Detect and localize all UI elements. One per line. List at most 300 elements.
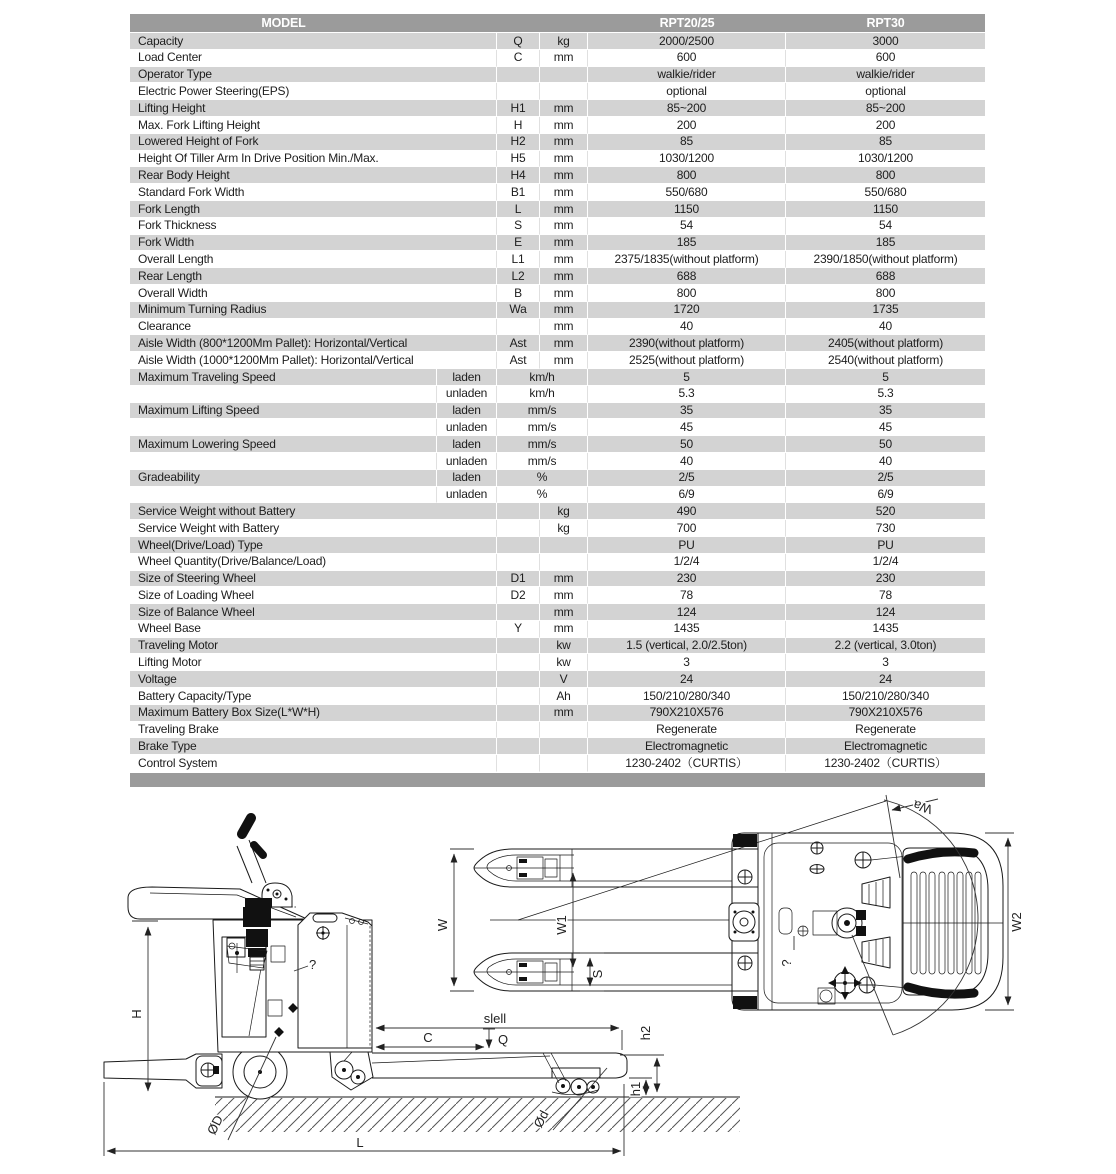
cell-unit: mm [540,268,588,285]
spec-row [130,33,985,50]
cell-unit: mm [540,335,588,352]
cell-unit: km/h [497,386,588,403]
cell-sub: unladen [437,453,497,470]
cell-v: 1435 [588,621,786,638]
cell-v: 1230-2402（CURTIS） [786,755,985,772]
cell-name: Minimum Turning Radius [130,302,497,319]
header-col-rpt2025: RPT20/25 [588,14,786,33]
cell-sym: D1 [497,571,540,588]
cell-unit: mm/s [497,436,588,453]
cell-v: 5 [786,369,985,386]
cell-name: Traveling Motor [130,638,497,655]
cell-sym: E [497,235,540,252]
cell-unit: mm [540,167,588,184]
cell-v: 688 [786,268,985,285]
hitch-bolt-4 [752,931,755,934]
dim-label-L: L [356,1135,364,1150]
cell-sym: L1 [497,251,540,268]
cell-v: 600 [786,50,985,67]
fork-wedge-line [372,1056,550,1063]
cell-sym [497,554,540,571]
cell-unit: mm [540,571,588,588]
cell-v: 1230-2402（CURTIS） [588,755,786,772]
cell-sym: H5 [497,151,540,168]
cell-name: Brake Type [130,738,497,755]
cell-sym [497,604,540,621]
cell-name: Aisle Width (800*1200Mm Pallet): Horizontal/Vertical [130,335,497,352]
header-model-label: MODEL [130,14,437,33]
cell-sym [497,654,540,671]
cell-v: 800 [786,167,985,184]
cell-name: Height Of Tiller Arm In Drive Position Min./Max. [130,151,497,168]
cell-v: 54 [786,218,985,235]
steering-gear-block [243,907,271,927]
spec-row [130,738,985,755]
cell-name: Overall Width [130,285,497,302]
cell-sym [497,83,540,100]
cell-unit: kw [540,654,588,671]
cell-unit: mm [540,100,588,117]
front-roller-2-dot [356,1075,360,1079]
cell-unit: % [497,487,588,504]
cell-name: Operator Type [130,67,497,84]
cell-v: 124 [588,604,786,621]
spec-row [130,453,985,470]
technical-drawing [0,780,1116,1174]
cell-name [130,419,437,436]
spec-row [130,571,985,588]
cell-sym [497,67,540,84]
cell-name: Size of Loading Wheel [130,587,497,604]
cell-v: 1720 [588,302,786,319]
cell-unit: mm [540,285,588,302]
cell-sym: H1 [497,100,540,117]
cell-sub: unladen [437,386,497,403]
spec-row [130,67,985,84]
fork-tip-cap [616,1053,627,1078]
pivot-dot-2 [267,889,270,892]
spec-row [130,419,985,436]
cell-sym [497,671,540,688]
spec-row [130,100,985,117]
cell-name: Standard Fork Width [130,184,497,201]
compass-dot [843,981,847,985]
header-spacer-1 [437,14,497,33]
cell-name: Wheel(Drive/Load) Type [130,537,497,554]
spec-row [130,319,985,336]
corner-block-top [733,834,757,847]
spec-row [130,638,985,655]
cell-v: 85~200 [588,100,786,117]
cell-v: 6/9 [786,487,985,504]
spec-row [130,403,985,420]
cell-sym [497,722,540,739]
cell-unit: km/h [497,369,588,386]
cell-v: Electromagnetic [786,738,985,755]
cell-name: Capacity [130,33,497,50]
spec-row [130,537,985,554]
cell-v: 35 [786,403,985,420]
cell-v: 200 [588,117,786,134]
cell-v: 1150 [786,201,985,218]
cell-v: 5 [588,369,786,386]
spec-row [130,251,985,268]
cell-unit: mm [540,302,588,319]
spec-row [130,654,985,671]
body-datum-dot [321,931,324,934]
hitch-bolt-2 [752,911,755,914]
cell-name: Service Weight with Battery [130,520,497,537]
cell-unit: mm [540,319,588,336]
dim-label-W2: W2 [1009,912,1024,932]
cell-v: 1150 [588,201,786,218]
cell-unit [540,537,588,554]
cell-v: 2390/1850(without platform) [786,251,985,268]
cell-sub: unladen [437,487,497,504]
cell-v: 2540(without platform) [786,352,985,369]
cell-v: 2405(without platform) [786,335,985,352]
cell-sym: C [497,50,540,67]
spec-row [130,369,985,386]
cell-v: 550/680 [786,184,985,201]
cell-sym [497,319,540,336]
dim-label-OD-drive: ØD [203,1112,227,1138]
ground-hatch [215,1098,740,1132]
cell-name: Lowered Height of Fork [130,134,497,151]
cell-unit [540,554,588,571]
spec-row [130,268,985,285]
spec-row [130,167,985,184]
motor-pad-2 [856,926,866,936]
top-view [474,795,1003,1035]
cell-v: optional [786,83,985,100]
cell-v: walkie/rider [588,67,786,84]
cell-name: Service Weight without Battery [130,503,497,520]
cell-v: walkie/rider [786,67,985,84]
cell-unit: mm [540,251,588,268]
cell-v: Electromagnetic [588,738,786,755]
cell-v: 24 [588,671,786,688]
dim-label-S: S [590,969,605,979]
cell-v: 3000 [786,33,985,50]
cell-sub: laden [437,403,497,420]
front-roller-1-dot [342,1068,346,1072]
cell-v: 2000/2500 [588,33,786,50]
cell-v: 200 [786,117,985,134]
spec-row [130,235,985,252]
cell-v: 45 [588,419,786,436]
pivot-dot-3 [285,898,288,901]
cell-name: Lifting Motor [130,654,497,671]
cell-unit [540,738,588,755]
dim-label-Od-load: Ød [530,1107,552,1131]
cell-v: 5.3 [588,386,786,403]
spec-row [130,83,985,100]
cell-v: 150/210/280/340 [588,688,786,705]
cell-name: Wheel Base [130,621,497,638]
cell-name: Fork Thickness [130,218,497,235]
cell-sym: B [497,285,540,302]
cell-sub: laden [437,369,497,386]
cell-name: Maximum Lowering Speed [130,436,437,453]
cell-name: Clearance [130,319,497,336]
cell-name: Overall Length [130,251,497,268]
spec-row [130,218,985,235]
cell-unit: V [540,671,588,688]
cell-name: Max. Fork Lifting Height [130,117,497,134]
cell-v: 1435 [786,621,985,638]
cell-v: 2/5 [786,470,985,487]
cell-v: 124 [786,604,985,621]
cell-v: 800 [588,167,786,184]
cell-v: 2375/1835(without platform) [588,251,786,268]
cell-v: 1735 [786,302,985,319]
cell-name: Rear Body Height [130,167,497,184]
steering-gear-band [245,898,272,907]
cell-name: Aisle Width (1000*1200Mm Pallet): Horizontal/Vertical [130,352,497,369]
hitch-bolt-3 [734,931,737,934]
cell-v: 185 [588,235,786,252]
cell-v: 78 [786,587,985,604]
cell-unit: mm/s [497,453,588,470]
cell-v: 40 [588,453,786,470]
spec-row [130,436,985,453]
cell-v: 1030/1200 [786,151,985,168]
spec-row [130,503,985,520]
cell-v: 50 [786,436,985,453]
cell-sym: Wa [497,302,540,319]
cell-v: 2525(without platform) [588,352,786,369]
cell-unit: mm [540,117,588,134]
spec-table [130,14,985,772]
dim-label-h2: h2 [638,1025,653,1041]
tiller-handle-base [254,845,263,855]
spec-row [130,470,985,487]
cell-name [130,487,437,504]
spec-row [130,50,985,67]
cell-unit: mm [540,50,588,67]
cell-v: optional [588,83,786,100]
cell-sym [497,738,540,755]
cell-unit [540,722,588,739]
cell-sym: D2 [497,587,540,604]
cell-v: 2390(without platform) [588,335,786,352]
spec-row [130,554,985,571]
spec-row [130,520,985,537]
cell-v: 2/5 [588,470,786,487]
dim-label-W: W [435,918,450,932]
cell-v: 600 [588,50,786,67]
cell-sym [497,755,540,772]
spec-row [130,201,985,218]
spec-row [130,134,985,151]
cell-sub: laden [437,436,497,453]
cell-name: Voltage [130,671,497,688]
cell-sym [497,537,540,554]
cell-sym: H2 [497,134,540,151]
cell-name: Traveling Brake [130,722,497,739]
cell-unit: mm [540,352,588,369]
cell-v: 45 [786,419,985,436]
hitch-bolt-1 [734,911,737,914]
spec-row [130,705,985,722]
cell-unit: mm [540,201,588,218]
cell-v: 230 [786,571,985,588]
spec-row [130,722,985,739]
spec-row [130,335,985,352]
cell-unit: % [497,470,588,487]
cell-sym [497,638,540,655]
cell-v: 688 [588,268,786,285]
caster-pad [213,1066,219,1074]
header-spacer-2 [497,14,588,33]
cell-sub: unladen [437,419,497,436]
cell-sym [497,520,540,537]
spec-row [130,604,985,621]
fork-lower-pad-2 [519,977,527,981]
cell-sym: Ast [497,335,540,352]
cell-v: 3 [786,654,985,671]
spec-row [130,755,985,772]
dim-label-H: H [129,1009,144,1019]
steering-wheel-dot [844,920,850,926]
cell-v: 85~200 [786,100,985,117]
fork-upper-pad-1 [519,859,527,863]
cell-unit: Ah [540,688,588,705]
cell-v: 230 [588,571,786,588]
fork-rail-inner-lines [574,881,732,985]
cell-sym [497,503,540,520]
cell-sym: B1 [497,184,540,201]
tiller-handle-grip [242,818,251,834]
cell-v: 730 [786,520,985,537]
cell-v: 85 [588,134,786,151]
cell-name [130,386,437,403]
fork-upper-pad-2 [519,873,527,877]
spec-row [130,587,985,604]
dim-label-Wa: Wa [911,797,934,818]
steering-collar [248,948,266,957]
spec-row [130,184,985,201]
table-header-row [130,14,985,33]
load-wheel-1-dot [561,1084,565,1088]
spec-row [130,285,985,302]
battery-compartment [298,913,372,1048]
cell-v: 1.5 (vertical, 2.0/2.5ton) [588,638,786,655]
cell-v: 1/2/4 [588,554,786,571]
cell-unit: mm [540,218,588,235]
cell-name: Size of Balance Wheel [130,604,497,621]
cell-unit: mm [540,621,588,638]
cell-unit: kg [540,33,588,50]
cell-v: 5.3 [786,386,985,403]
cell-v: 40 [588,319,786,336]
cell-name: Maximum Lifting Speed [130,403,437,420]
cell-v: 50 [588,436,786,453]
spec-row [130,151,985,168]
spec-row [130,671,985,688]
pivot-dot-1 [276,893,279,896]
cell-v: 1030/1200 [588,151,786,168]
cell-sym: H [497,117,540,134]
cell-sym [497,705,540,722]
load-wheel-mount [552,1068,600,1078]
cell-sym: S [497,218,540,235]
cell-v: 3 [588,654,786,671]
cell-name: Fork Length [130,201,497,218]
dim-label-slell: slell [483,1011,507,1026]
cell-v: 35 [588,403,786,420]
cell-unit: kg [540,520,588,537]
cell-name: Lifting Height [130,100,497,117]
cell-v: 490 [588,503,786,520]
cell-name: Control System [130,755,497,772]
cell-v: Regenerate [588,722,786,739]
label-question-side: ? [309,957,317,972]
cell-name: Rear Length [130,268,497,285]
cell-v: 520 [786,503,985,520]
spec-row [130,487,985,504]
spec-row [130,621,985,638]
cell-v: 78 [588,587,786,604]
cell-name: Fork Width [130,235,497,252]
cell-v: 6/9 [588,487,786,504]
spec-row [130,352,985,369]
cell-v: 185 [786,235,985,252]
corner-block-bottom [733,996,757,1009]
cell-v: 1/2/4 [786,554,985,571]
cell-name [130,453,437,470]
cell-sym: Y [497,621,540,638]
cell-name: Maximum Battery Box Size(L*W*H) [130,705,497,722]
cell-unit [540,67,588,84]
dim-label-h1: h1 [628,1081,643,1097]
cell-v: 2.2 (vertical, 3.0ton) [786,638,985,655]
cell-v: 800 [786,285,985,302]
cell-sub: laden [437,470,497,487]
cell-unit: kw [540,638,588,655]
cell-unit: mm [540,587,588,604]
cell-unit: mm [540,705,588,722]
cell-v: 800 [588,285,786,302]
spec-row [130,117,985,134]
cell-v: 790X210X576 [588,705,786,722]
cell-v: 40 [786,453,985,470]
cell-unit: kg [540,503,588,520]
cell-unit: mm/s [497,419,588,436]
cell-name: Electric Power Steering(EPS) [130,83,497,100]
cell-v: 790X210X576 [786,705,985,722]
cell-name: Maximum Traveling Speed [130,369,437,386]
cell-name: Size of Steering Wheel [130,571,497,588]
steering-column [246,929,268,947]
dim-label-Q: Q [498,1032,509,1047]
spec-row [130,688,985,705]
cell-sym: H4 [497,167,540,184]
cell-unit: mm [540,604,588,621]
cell-v: PU [588,537,786,554]
dim-label-C: C [423,1030,433,1045]
cell-unit: mm [540,151,588,168]
cell-v: Regenerate [786,722,985,739]
cell-v: PU [786,537,985,554]
load-wheel-2-dot [577,1085,581,1089]
cell-sym: Q [497,33,540,50]
cell-sym: L2 [497,268,540,285]
cell-name: Gradeability [130,470,437,487]
cell-unit: mm [540,235,588,252]
cell-v: 150/210/280/340 [786,688,985,705]
